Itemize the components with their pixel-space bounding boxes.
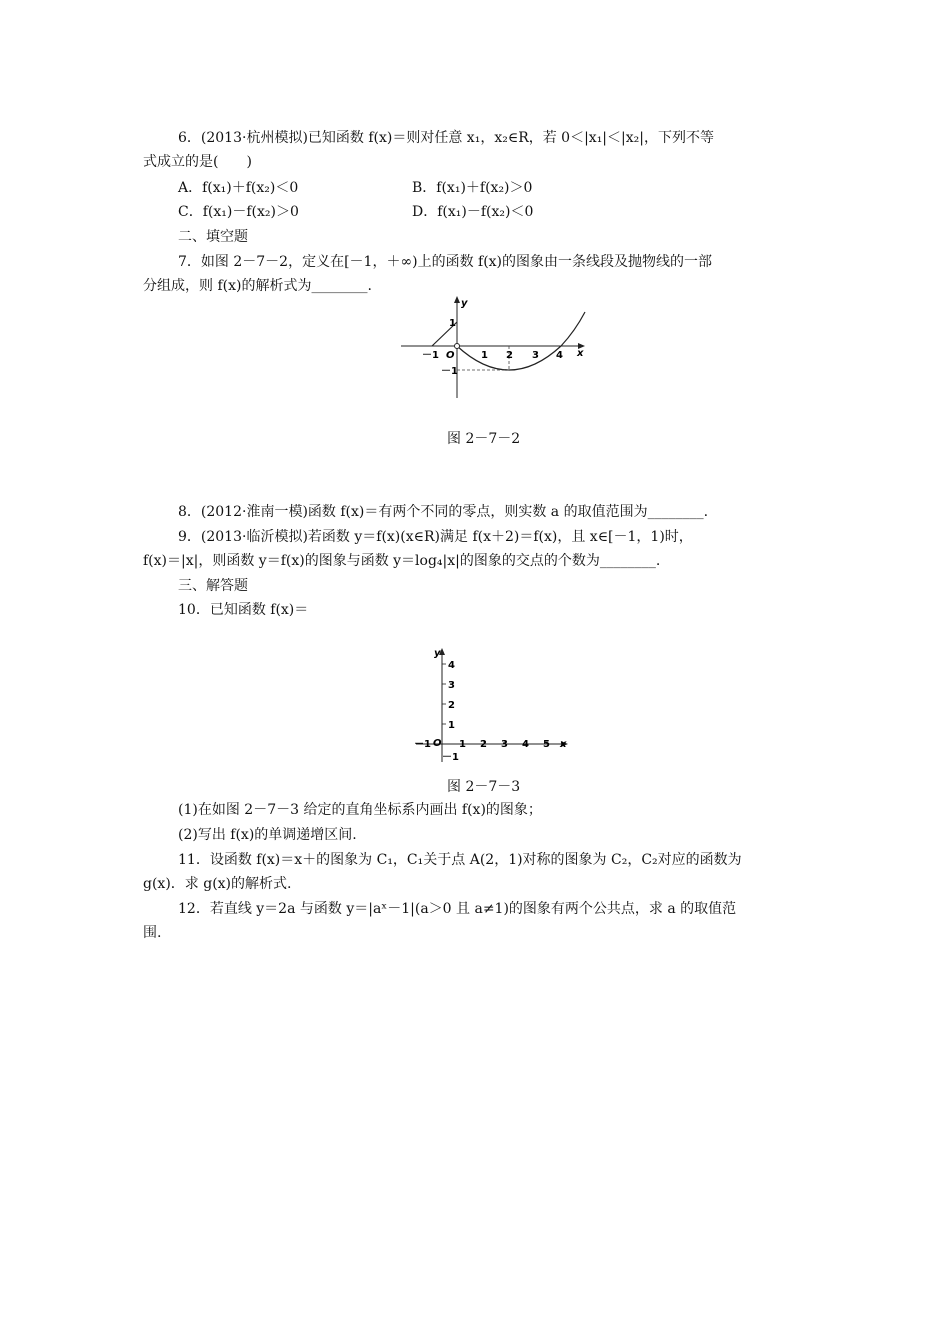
fig2-x-tick-3: 3 [501,739,508,750]
fig1-y-tick-neg1: －1 [441,366,458,377]
figure-2-7-2-caption: 图 2－7－2 [447,431,521,447]
fig1-x-tick-neg1: －1 [422,350,439,361]
q7-line2: 分组成，则 f(x)的解析式为________. [143,278,372,294]
q6-option-d: D．f(x₁)－f(x₂)＜0 [412,204,534,220]
fig2-origin-label: O [433,738,442,749]
q6-line2: 式成立的是( ) [143,154,252,170]
fig2-y-tick-neg1: －1 [442,752,459,763]
fig2-y-tick-3: 3 [448,680,455,691]
fig2-axis-y-label: y [434,648,441,659]
fig2-y-tick-1: 1 [448,720,455,731]
q10-part1: (1)在如图 2－7－3 给定的直角坐标系内画出 f(x)的图象； [178,802,542,818]
fig2-x-tick-neg1: －1 [414,739,431,750]
fig2-x-tick-2: 2 [480,739,487,750]
fig1-x-tick-3: 3 [532,350,539,361]
fig2-x-tick-5: 5 [543,739,550,750]
fig2-x-tick-1: 1 [459,739,466,750]
fig1-y-tick-1: 1 [449,318,456,329]
q9-line1: 9．(2013·临沂模拟)若函数 y＝f(x)(x∈R)满足 f(x＋2)＝f(x)，且 x∈[－1，1)时， [178,529,693,545]
q9-line2: f(x)＝|x|，则函数 y＝f(x)的图象与函数 y＝log₄|x|的图象的交点的个数为________. [143,553,661,569]
fig2-axis-x-label: x [560,739,567,750]
q11-line1: 11．设函数 f(x)＝x＋的图象为 C₁，C₁关于点 A(2，1)对称的图象为 C₂，C₂对应的函数为 [178,852,742,868]
fig1-x-tick-4: 4 [556,350,563,361]
fig1-origin-label: O [446,350,455,361]
q8-line: 8．(2012·淮南一模)函数 f(x)＝有两个不同的零点，则实数 a 的取值范围为________. [178,504,709,520]
fig2-y-tick-4: 4 [448,660,455,671]
section-heading-fill-in: 二、填空题 [178,229,248,245]
section-heading-solutions: 三、解答题 [178,578,248,594]
figure-2-7-2 [395,292,595,404]
q10-part2: (2)写出 f(x)的单调递增区间. [178,827,357,843]
figure-2-7-3 [412,644,572,768]
q11-line2: g(x)．求 g(x)的解析式. [143,876,292,892]
fig1-x-tick-1: 1 [481,350,488,361]
q12-line2: 围. [143,925,162,941]
q6-option-a: A．f(x₁)＋f(x₂)＜0 [178,180,299,196]
figure-2-7-3-caption: 图 2－7－3 [447,779,521,795]
q6-option-c: C．f(x₁)－f(x₂)＞0 [178,204,299,220]
q6-line1: 6．(2013·杭州模拟)已知函数 f(x)＝则对任意 x₁，x₂∈R，若 0＜|x₁|＜|x₂|，下列不等 [178,130,714,146]
fig1-axis-x-label: x [577,348,584,359]
fig2-x-tick-4: 4 [522,739,529,750]
fig1-x-tick-2: 2 [506,350,513,361]
q10-line1: 10．已知函数 f(x)＝ [178,602,309,618]
fig1-axis-y-label: y [461,298,468,309]
fig2-y-tick-2: 2 [448,700,455,711]
q7-line1: 7．如图 2－7－2，定义在[－1，＋∞)上的函数 f(x)的图象由一条线段及抛物线的一部 [178,254,713,270]
q6-option-b: B．f(x₁)＋f(x₂)＞0 [412,180,533,196]
q12-line1: 12．若直线 y＝2a 与函数 y＝|aˣ－1|(a＞0 且 a≠1)的图象有两个公共点，求 a 的取值范 [178,901,737,917]
